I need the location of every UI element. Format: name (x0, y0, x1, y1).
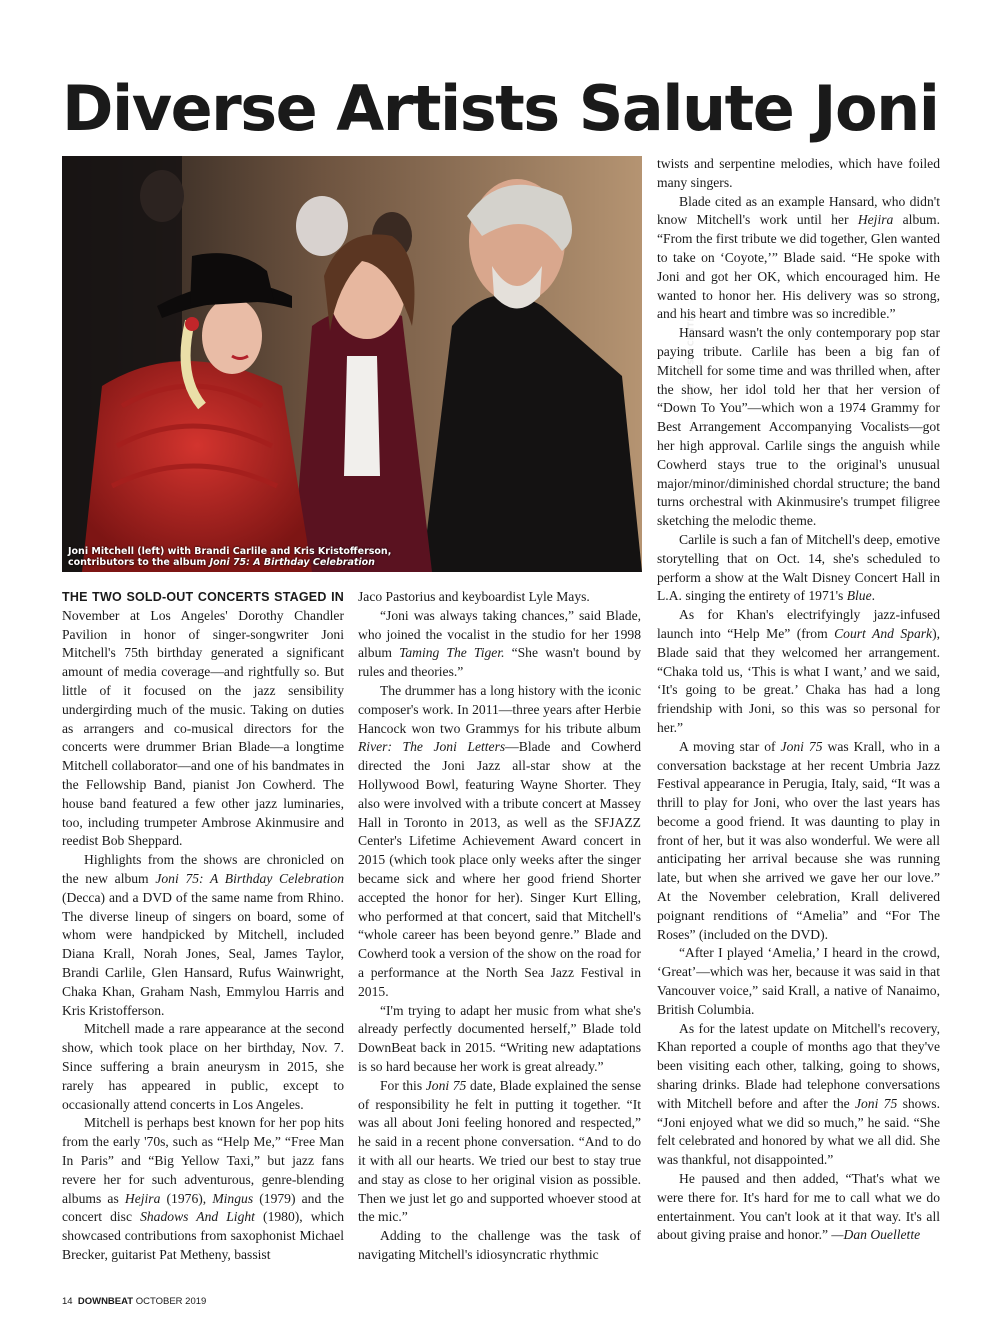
article-paragraph: Blade cited as an example Hansard, who didn't know Mitchell's work until her Hejira album. “From the first tribute we did together, Glen wanted to take on ‘Coyote,’” Blade said. “He spoke with Joni and got her OK, which encouraged him. He wanted to honor her. His delivery was so strong, and his heart and timbre was so incredible.” (657, 193, 941, 322)
article-paragraph: “I'm trying to adapt her music from what she's already perfectly documented herself,” Blade told DownBeat back in 2015. “Writing new adaptations is so hard because her work is great already.” (358, 1002, 641, 1074)
article-paragraph: Highlights from the shows are chronicled on the new album Joni 75: A Birthday Celebration (Decca) and a DVD of the same name from Rhino. The diverse lineup of singers on board, some of whom were handpicked by Mitchell, included Diana Krall, Norah Jones, Seal, James Taylor, Brandi Carlile, Glen Hansard, Rufus Wainwright, Chaka Khan, Graham Nash, Emmylou Harris and Kris Kristofferson. (62, 852, 344, 1018)
article-paragraph: twists and serpentine melodies, which have foiled many singers. (657, 156, 940, 190)
photo-caption: Joni Mitchell (left) with Brandi Carlile and Kris Kristofferson, contributors to the album Joni 75: A Birthday Celebration (68, 546, 392, 568)
article-paragraph: Hansard wasn't the only contemporary pop star paying tribute. Carlile has been a big fan of Mitchell for some time and was thrilled when, after the show, her idol told her that her version of “Down To You”—which won a 1974 Grammy for Best Arrangement Accompanying Vocalists—got her high approval. Carlile sings the anguish while Cowherd stays true to the original's unusual major/minor/diminished chordal structure; the band turns orchestral with Akinmusire's trumpet filigree sketching the melodic theme. (657, 325, 940, 529)
article-paragraph: Jaco Pastorius and keyboardist Lyle Mays. (358, 589, 590, 604)
byline: —Dan Ouellette (831, 1227, 921, 1243)
article-paragraph: For this Joni 75 date, Blade explained the sense of responsibility he felt in putting it together. “It was all about Joni feeling honored and respected,” he said in a recent phone conversation. “And to do it with all our hearts. We tried our best to stay true and stay as close to her original vision as possible. Then we just let go and supported whoever stood at the mic.” (358, 1077, 641, 1225)
article-column-3 (657, 155, 940, 1245)
article-paragraph: Adding to the challenge was the task of navigating Mitchell's idiosyncratic rhythmic (358, 1228, 641, 1262)
photo-credit: THE MUSIC CENTER (686, 309, 696, 402)
page-number: 14 (62, 1296, 73, 1307)
concert-photo-image (62, 156, 642, 572)
headline: Diverse Artists Salute Joni (62, 72, 939, 145)
article-paragraph: A moving star of Joni 75 was Krall, who in a conversation backstage at her recent Umbria Jazz Festival appearance in Perugia, Italy, said, “It was a thrill to play for Joni, who over the last years has become a good friend. It was daunting to play in front of her, but it was also wonderful. We were all anticipating her arrival because she was running late, but when she arrived we gave her our love.” At the November celebration, Krall delivered poignant renditions of “Amelia” and “For The Roses” (included on the DVD). (657, 738, 940, 942)
magazine-name: DOWNBEAT (77, 1296, 134, 1307)
article-paragraph: Mitchell made a rare appearance at the second show, which took place on her birthday, Nov. 7. Since suffering a brain aneurysm in 2015, she rarely has appeared in public, except to occasionally attend concerts in Los Angeles. (62, 1021, 344, 1112)
page-footer (62, 1296, 206, 1307)
article-paragraph: “After I played ‘Amelia,’ I heard in the crowd, ‘Great’—which was her, because it was said in that Vancouver voice,” said Krall, a native of Nanaimo, British Columbia. (657, 945, 940, 1017)
article-paragraph: “Joni was always taking chances,” said Blade, who joined the vocalist in the studio for her 1998 album Taming The Tiger. “She wasn't bound by rules and theories.” (358, 607, 641, 680)
article-paragraph: Carlile is such a fan of Mitchell's deep, emotive storytelling that on Oct. 14, she's scheduled to perform a show at the Walt Disney Concert Hall in L.A. singing the entirety of 1971's Blue. (657, 531, 940, 604)
article-paragraph: Mitchell is perhaps best known for her pop hits from the early '70s, such as “Help Me,” “Free Man In Paris” and “Big Yellow Taxi,” but jazz fans revere her for such adventurous, genre-blending albums as Hejira (1976), Mingus (1979) and the concert disc Shadows And Light (1980), which showcased contributions from saxophonist Michael Brecker, guitarist Pat Metheny, bassist (62, 1115, 345, 1262)
article-paragraph: THE TWO SOLD-OUT CONCERTS STAGED IN November at Los Angeles' Dorothy Chandler Pavilion in honor of singer-songwriter Joni Mitchell's 75th birthday generated a significant amount of media coverage—and rightfully so. But little of it focused on the jazz sensibility undergirding much of the music. Taking on duties as arrangers and co-musical directors for the concerts were drummer Brian Blade—a longtime Mitchell collaborator—and one of his bandmates in the Fellowship Band, pianist Jon Cowherd. The house band featured a few other jazz luminaries, too, including trumpeter Ambrose Akinmusire and reedist Bob Sheppard. (62, 590, 344, 849)
article-paragraph: He paused and then added, “That's what we were there for. It's hard for me to call what we do entertainment. You can't look at it that way. It's all about giving praise and honor.” —Dan Ouellette (657, 1171, 940, 1243)
lead-in: THE TWO SOLD-OUT CONCERTS STAGED IN (62, 590, 344, 604)
article-paragraph: As for Khan's electrifyingly jazz-infused launch into “Help Me” (from Court And Spark), Blade said that they welcomed her arrangement. “Chaka told us, ‘This is what I want,’ and we said, ‘It's going to be great.’ Chaka has had a long friendship with Joni, so this was so personal for her.” (657, 607, 941, 735)
article-column-2 (358, 588, 641, 1265)
article-photo (62, 156, 696, 572)
article-paragraph: As for the latest update on Mitchell's recovery, Khan reported a couple of months ago that they've been visiting each other, talking, going to shows, sharing drinks. Blade had telephone conversations with Mitchell before and after the Joni 75 shows. “Joni enjoyed what we did so much,” he said. “She felt celebrated and honored by what we all did. She was thankful, not disappointed.” (657, 1020, 940, 1168)
article-column-1 (62, 588, 344, 1265)
article-paragraph: The drummer has a long history with the iconic composer's work. In 2011—three years after Herbie Hancock won two Grammys for his tribute album River: The Joni Letters—Blade and Cowherd directed the Joni Jazz all-star show at the Hollywood Bowl, featuring Wayne Shorter. They also were involved with a tribute concert at Massey Hall in Toronto in 2013, as well as the SFJAZZ Center's Lifetime Achievement Award concert in 2015 (which took place only weeks after the singer became sick and where her good friend Shorter accepted the honor for her). Singer Kurt Elling, who performed at that concert, said that Mitchell's “whole career has been beyond genre.” Blade and Cowherd took a version of the show on the road for a performance at the North Sea Jazz Festival in 2015. (358, 682, 642, 999)
issue-date: OCTOBER 2019 (135, 1296, 207, 1307)
